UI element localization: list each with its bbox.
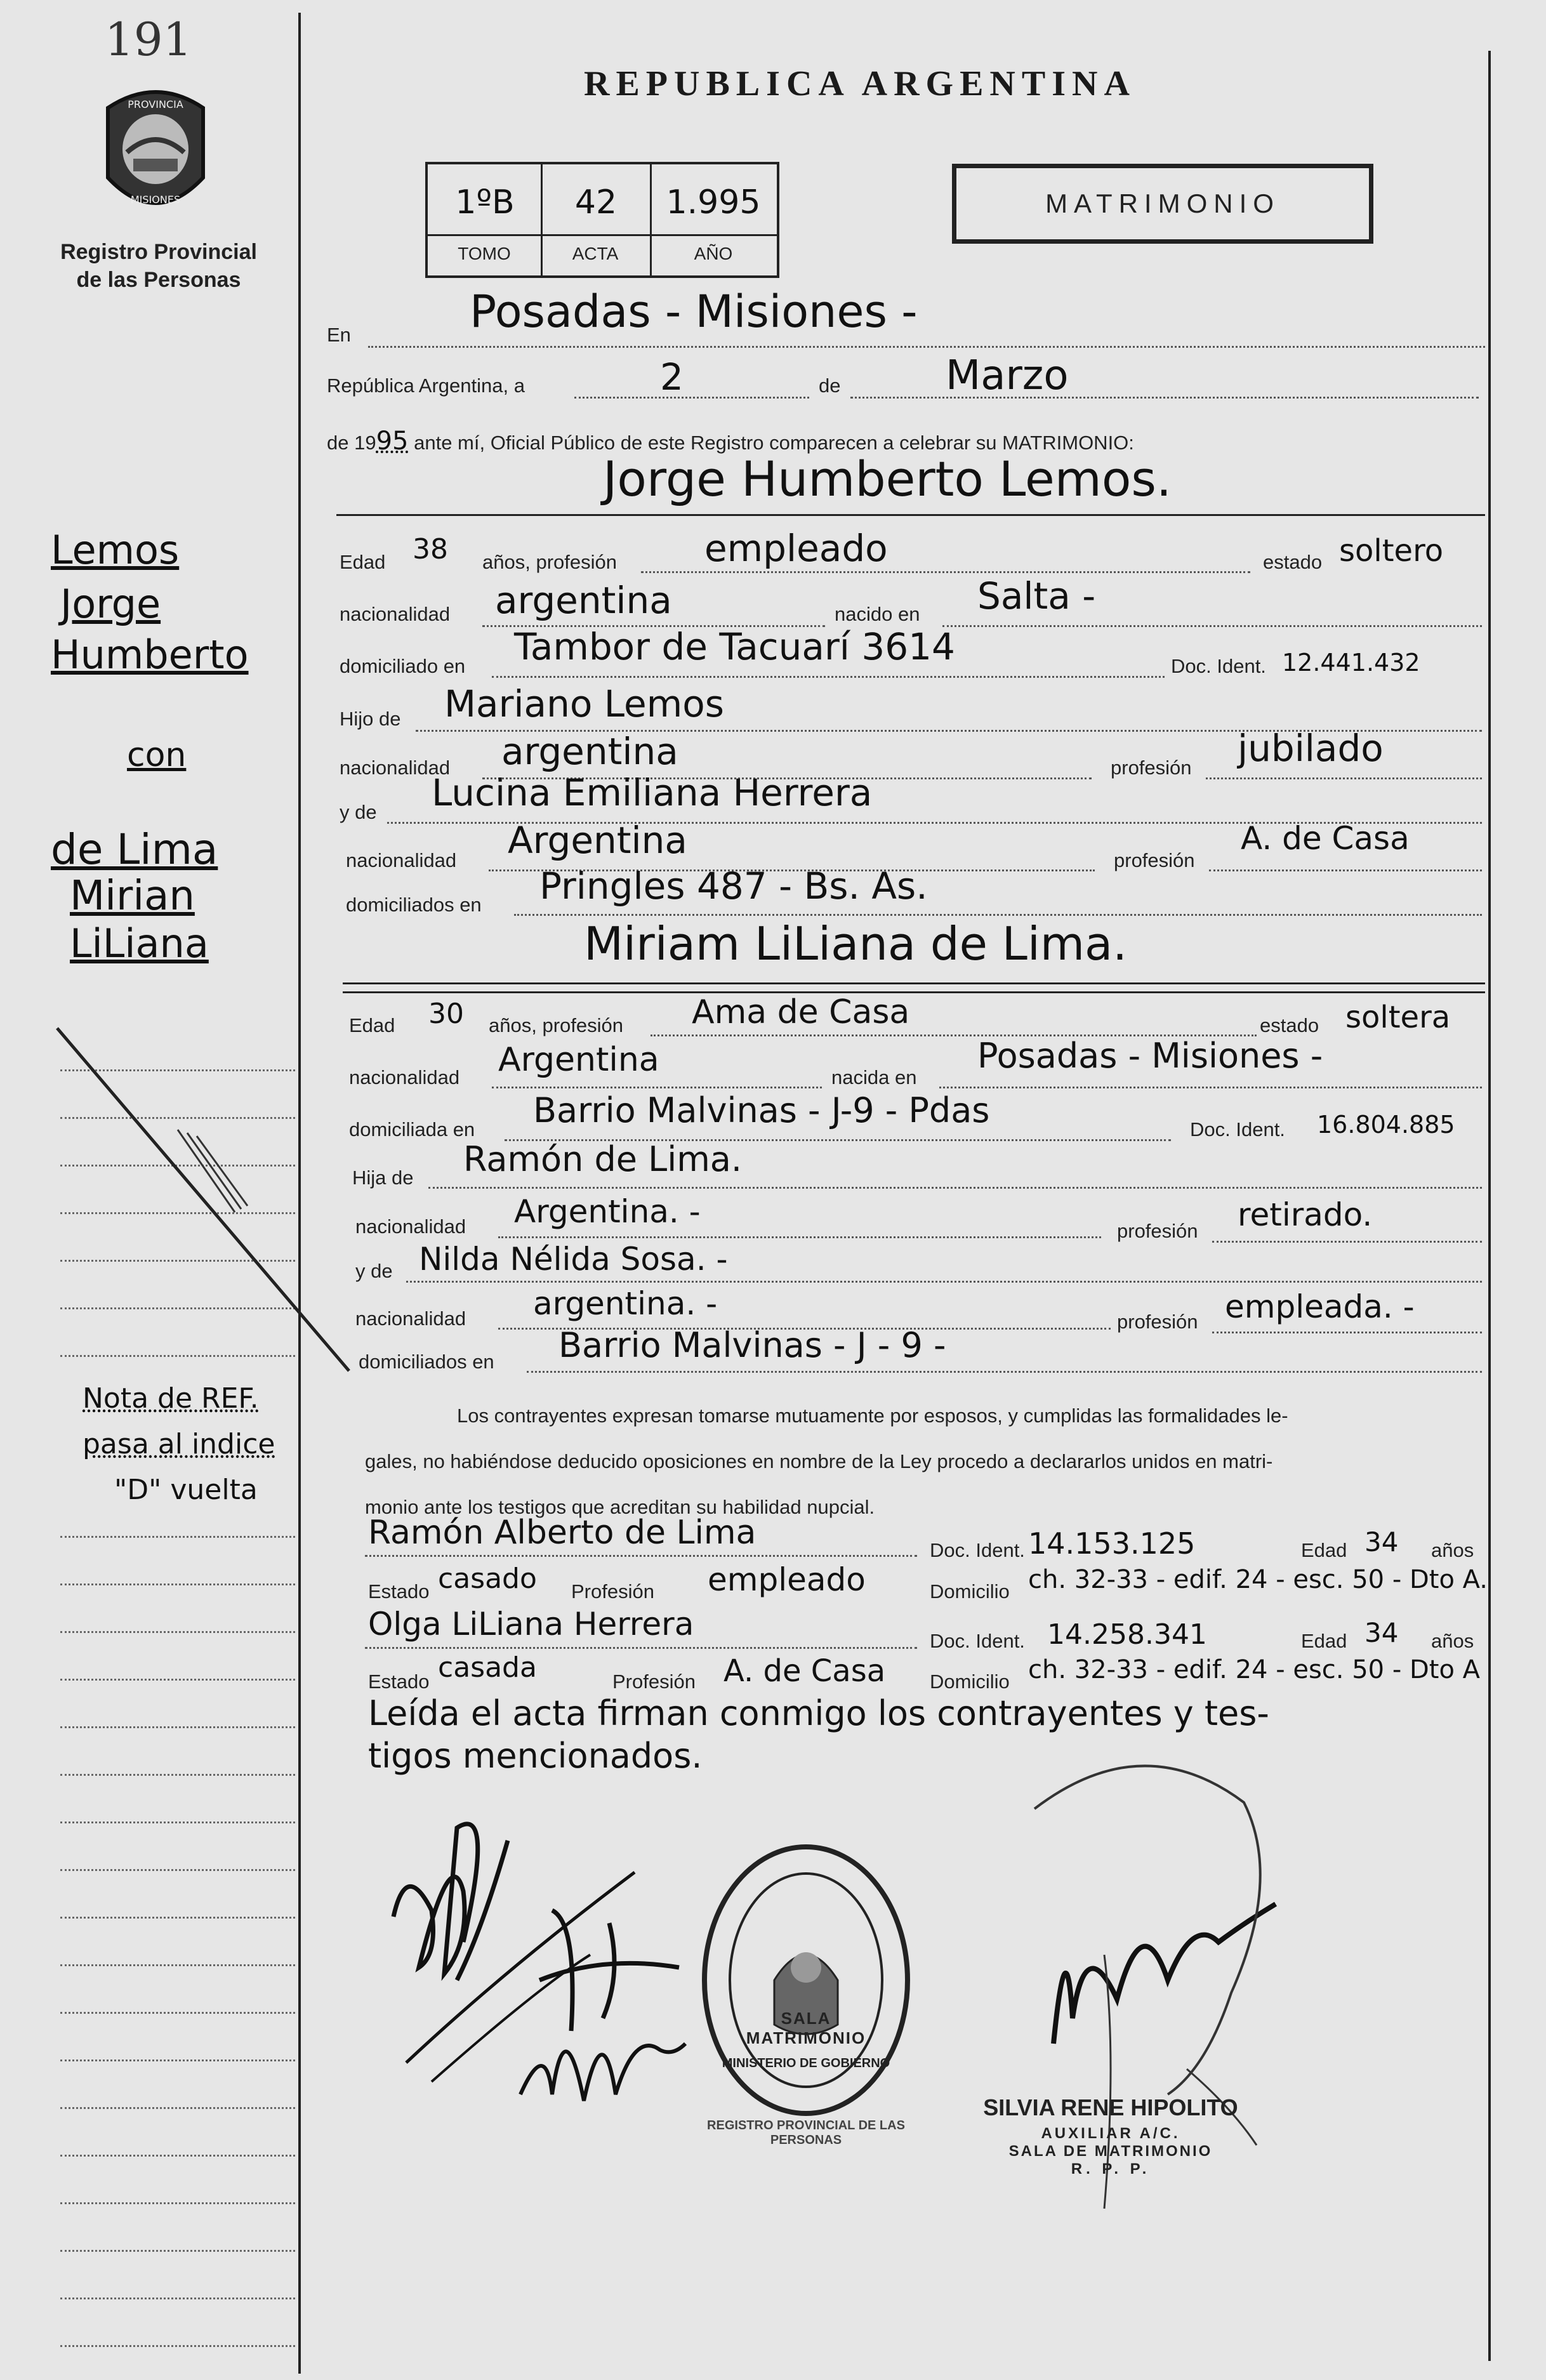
groom-estado-label: estado: [1263, 551, 1323, 573]
witness2-name: Olga LiLiana Herrera: [368, 1606, 694, 1643]
side-note-line-1: Nota de REF.: [83, 1382, 259, 1415]
bride-hija-label: Hija de: [352, 1167, 414, 1189]
bride-mother-prof-label: profesión: [1117, 1311, 1198, 1333]
bride-profession: Ama de Casa: [692, 993, 910, 1031]
bride-edad-label: Edad: [349, 1014, 395, 1036]
bride-birthplace: Posadas - Misiones -: [977, 1036, 1323, 1076]
registry-box: [425, 162, 779, 278]
groom-father-profession: jubilado: [1238, 727, 1384, 770]
witness1-estado-label: Estado: [368, 1580, 430, 1603]
side-note-line-2: pasa al indice: [83, 1428, 275, 1460]
witness2-estado-label: Estado: [368, 1670, 430, 1693]
bride-doc-label: Doc. Ident.: [1190, 1118, 1285, 1140]
officer-office: SALA DE MATRIMONIO: [1008, 2143, 1213, 2160]
groom-father-nac-label: nacionalidad: [340, 757, 451, 779]
acta-label: ACTA: [572, 244, 619, 263]
tomo-label: TOMO: [458, 244, 511, 263]
groom-anos-label: años, profesión: [482, 551, 617, 573]
groom-mother: Lucina Emiliana Herrera: [432, 771, 873, 814]
side-con: con: [127, 736, 187, 774]
groom-father: Mariano Lemos: [444, 682, 724, 725]
declaration-line-2: gales, no habiéndose deducido oposiciones en nombre de la Ley procedo a declararlos unidos en matri-: [365, 1450, 1273, 1472]
groom-nacido-label: nacido en: [835, 603, 920, 625]
witness1-dom-label: Domicilio: [930, 1580, 1010, 1603]
folio-number: 191: [105, 13, 192, 66]
witness2-anos-label: años: [1431, 1630, 1474, 1652]
bride-doc: 16.804.885: [1317, 1111, 1455, 1139]
de-label: de: [819, 374, 841, 397]
groom-parents-dom-label: domiciliados en: [346, 894, 482, 916]
groom-domiciliado-label: domiciliado en: [340, 655, 466, 677]
witness1-prof-label: Profesión: [571, 1580, 654, 1603]
right-page-border: [1488, 51, 1491, 2361]
seal-ring-text: REGISTRO PROVINCIAL DE LAS PERSONAS: [707, 2119, 905, 2147]
witness-signature-icon: [527, 1872, 692, 2063]
bride-father-nationality: Argentina. -: [514, 1193, 701, 1230]
groom-nationality: argentina: [495, 579, 672, 622]
margin-strike-line: [51, 1015, 355, 1396]
groom-age: 38: [413, 533, 448, 565]
province-emblem-icon: [95, 83, 216, 222]
groom-mother-nac-label: nacionalidad: [346, 849, 457, 871]
bride-father-profession: retirado.: [1238, 1196, 1373, 1233]
bride-nacionalidad-label: nacionalidad: [349, 1066, 460, 1088]
bride-estado-label: estado: [1260, 1014, 1319, 1036]
registry-line-1: Registro Provincial: [60, 240, 257, 264]
side-bride-surname: de Lima: [51, 825, 218, 874]
seal-bottom-text: MINISTERIO DE GOBIERNO: [722, 2056, 890, 2070]
bride-address: Barrio Malvinas - J-9 - Pdas: [533, 1090, 990, 1130]
witness1-state: casado: [438, 1563, 537, 1595]
side-groom-name2: Humberto: [51, 631, 249, 678]
bride-nacida-label: nacida en: [831, 1066, 917, 1088]
witness2-age: 34: [1364, 1617, 1399, 1648]
year-prefix: de 19: [327, 432, 376, 454]
act-type-box: MATRIMONIO: [952, 164, 1373, 244]
tomo-value: 1ºB: [455, 183, 515, 221]
side-groom-name1: Jorge: [60, 581, 161, 627]
witness1-age: 34: [1364, 1526, 1399, 1557]
groom-address: Tambor de Tacuarí 3614: [514, 625, 955, 668]
groom-mother-nationality: Argentina: [508, 819, 687, 862]
groom-mother-prof-label: profesión: [1114, 849, 1195, 871]
bride-parents-dom-label: domiciliados en: [359, 1351, 494, 1373]
bride-mother-label: y de: [355, 1260, 393, 1282]
side-bride-name1: Mirian: [70, 873, 195, 920]
anio-value: 1.995: [666, 183, 761, 221]
witness1-address: ch. 32-33 - edif. 24 - esc. 50 - Dto A.: [1028, 1565, 1488, 1594]
bride-parents-address: Barrio Malvinas - J - 9 -: [558, 1325, 946, 1365]
seal-inner-text: SALA MATRIMONIO: [746, 2009, 866, 2047]
side-bride-name2: LiLiana: [70, 920, 209, 967]
country-title: REPUBLICA ARGENTINA: [584, 64, 1136, 103]
groom-father-nationality: argentina: [501, 730, 678, 773]
acta-value: 42: [574, 183, 618, 221]
bride-mother-profession: empleada. -: [1225, 1288, 1415, 1325]
witness2-profession: A. de Casa: [723, 1653, 886, 1689]
bride-age: 30: [428, 998, 464, 1030]
groom-edad-label: Edad: [340, 551, 386, 573]
bride-civil-state: soltera: [1345, 1000, 1451, 1035]
side-note: [83, 1376, 275, 1513]
witness1-doc: 14.153.125: [1028, 1526, 1196, 1561]
registry-name: [25, 238, 292, 294]
closing-line-1: Leída el acta firman conmigo los contrayentes y tes-: [368, 1693, 1269, 1733]
witness2-prof-label: Profesión: [612, 1670, 696, 1693]
witness2-doc-label: Doc. Ident.: [930, 1630, 1025, 1652]
witness2-edad-label: Edad: [1301, 1630, 1347, 1652]
anio-label: AÑO: [694, 244, 733, 263]
witness2-doc: 14.258.341: [1047, 1618, 1207, 1651]
bride-father-nac-label: nacionalidad: [355, 1215, 466, 1238]
witness2-address: ch. 32-33 - edif. 24 - esc. 50 - Dto A: [1028, 1655, 1481, 1684]
bride-mother-nationality: argentina. -: [533, 1285, 718, 1322]
side-groom-surname: Lemos: [51, 527, 180, 573]
declaration-line-3: monio ante los testigos que acreditan su habilidad nupcial.: [365, 1496, 875, 1518]
declaration-line-1: Los contrayentes expresan tomarse mutuamente por esposos, y cumplidas las formalidades le-: [457, 1405, 1288, 1427]
officer-stamp: [965, 2094, 1257, 2178]
groom-doc: 12.441.432: [1282, 649, 1420, 677]
place-value: Posadas - Misiones -: [470, 286, 918, 338]
republica-label: República Argentina, a: [327, 374, 525, 397]
day-value: 2: [660, 355, 684, 399]
witness2-dom-label: Domicilio: [930, 1670, 1010, 1693]
groom-father-prof-label: profesión: [1111, 757, 1192, 779]
side-note-line-3: "D" vuelta: [114, 1474, 258, 1506]
compare-text: ante mí, Oficial Público de este Registro comparecen a celebrar su MATRIMONIO:: [414, 432, 1134, 454]
witness1-profession: empleado: [708, 1561, 866, 1598]
officer-org: R. P. P.: [1071, 2160, 1151, 2178]
bride-anos-label: años, profesión: [489, 1014, 623, 1036]
svg-text:MISIONES: MISIONES: [130, 194, 181, 206]
month-value: Marzo: [946, 352, 1069, 399]
groom-hijo-label: Hijo de: [340, 708, 401, 730]
witness2-state: casada: [438, 1651, 537, 1684]
svg-text:PROVINCIA: PROVINCIA: [128, 98, 183, 110]
witness1-doc-label: Doc. Ident.: [930, 1539, 1025, 1561]
groom-parents-address: Pringles 487 - Bs. As.: [539, 864, 928, 908]
groom-profession: empleado: [704, 527, 888, 570]
bride-mother-nac-label: nacionalidad: [355, 1307, 466, 1330]
official-seal-icon: [698, 1841, 914, 2120]
witness1-anos-label: años: [1431, 1539, 1474, 1561]
bride-name: Miriam LiLiana de Lima.: [584, 917, 1128, 970]
groom-nacionalidad-label: nacionalidad: [340, 603, 451, 625]
bride-father: Ramón de Lima.: [463, 1139, 743, 1179]
groom-mother-label: y de: [340, 801, 377, 823]
officer-title: AUXILIAR A/C.: [1041, 2125, 1180, 2142]
officer-name: SILVIA RENE HIPOLITO: [983, 2094, 1238, 2120]
bride-nationality: Argentina: [498, 1041, 659, 1079]
closing-line-2: tigos mencionados.: [368, 1736, 703, 1776]
groom-mother-profession: A. de Casa: [1241, 820, 1410, 857]
bride-father-prof-label: profesión: [1117, 1220, 1198, 1242]
bride-mother: Nilda Nélida Sosa. -: [419, 1241, 728, 1278]
witness1-name: Ramón Alberto de Lima: [368, 1514, 756, 1552]
year-suffix: 95: [376, 426, 409, 456]
declaration-text: [365, 1393, 1482, 1530]
groom-name: Jorge Humberto Lemos.: [603, 451, 1172, 507]
groom-civil-state: soltero: [1339, 533, 1444, 569]
registry-line-2: de las Personas: [76, 268, 241, 292]
groom-doc-label: Doc. Ident.: [1171, 655, 1266, 677]
bride-domiciliada-label: domiciliada en: [349, 1118, 475, 1140]
groom-birthplace: Salta -: [977, 574, 1096, 618]
en-label: En: [327, 324, 351, 346]
witness1-edad-label: Edad: [1301, 1539, 1347, 1561]
